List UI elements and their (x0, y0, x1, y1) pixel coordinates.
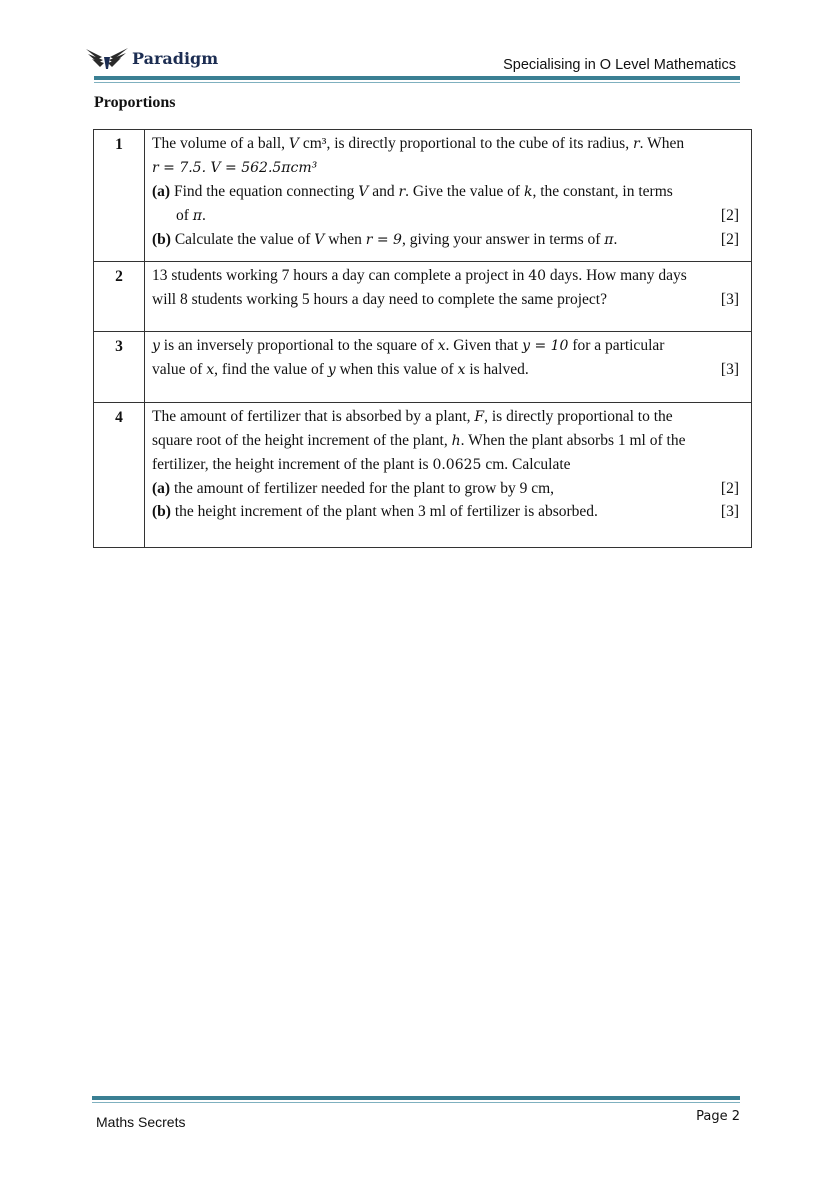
text: is halved. (465, 361, 529, 378)
text: , is directly proportional to the (484, 408, 673, 425)
text: . (613, 231, 618, 248)
text: the height increment of the plant when 3 ml of fertilizer is absorbed. (170, 503, 598, 520)
part-label: (b) (152, 231, 171, 248)
question-line (152, 429, 745, 453)
part-b (152, 228, 745, 252)
text: value of (152, 361, 207, 378)
question-line (152, 264, 745, 288)
text: fertilizer, the height increment of the plant is (152, 456, 433, 473)
text: . Given that (445, 337, 523, 354)
text: and (368, 183, 399, 200)
footer-rule (92, 1096, 740, 1100)
text: Find the equation connecting (170, 183, 359, 200)
question-number: 1 (94, 130, 145, 262)
text: the amount of fertilizer needed for the plant to grow by 9 cm, (170, 480, 555, 497)
math-var: V (358, 184, 369, 200)
math-expression: r = 9 (365, 232, 402, 248)
text: . When the plant absorbs 1 ml of the (460, 432, 686, 449)
part-a-cont (152, 204, 745, 228)
math-var: F (474, 409, 485, 425)
part-a (152, 180, 745, 204)
text: will 8 students working 5 hours a day need to complete the same project? (152, 291, 607, 308)
question-body (145, 130, 752, 262)
marks: [3] (720, 361, 739, 378)
math-var: x (206, 362, 215, 378)
question-body (145, 332, 752, 403)
text: of (176, 207, 193, 224)
part-a (152, 477, 745, 500)
text: for a particular (568, 337, 665, 354)
footer-title: Maths Secrets (96, 1114, 186, 1130)
question-row (94, 403, 752, 548)
question-number: 2 (94, 262, 145, 332)
math-var: π (192, 208, 202, 224)
page-number: Page 2 (696, 1109, 740, 1124)
brand-logo (84, 44, 218, 72)
text: . Give the value of (405, 183, 524, 200)
math-number: 40 (528, 268, 547, 284)
text: , find the value of (214, 361, 328, 378)
question-line (152, 405, 745, 429)
part-b (152, 500, 745, 523)
question-body (145, 262, 752, 332)
math-expression: r = 7.5. V = 562.5πcm³ (152, 160, 318, 176)
math-var: π (604, 232, 614, 248)
question-number: 3 (94, 332, 145, 403)
text: Calculate the value of (170, 231, 315, 248)
text: . (202, 207, 206, 224)
header-rule (94, 76, 740, 80)
text: cm. Calculate (481, 456, 571, 473)
section-title: Proportions (94, 94, 176, 111)
header-tagline: Specialising in O Level Mathematics (503, 57, 736, 73)
math-var: y (152, 338, 160, 354)
text: 13 students working 7 hours a day can complete a project in (152, 267, 529, 284)
part-label: (a) (152, 183, 171, 200)
question-row (94, 130, 752, 262)
marks: [2] (720, 480, 739, 497)
marks: [3] (720, 291, 739, 308)
wings-icon (84, 45, 130, 71)
question-row (94, 332, 752, 403)
text: is an inversely proportional to the square of (159, 337, 438, 354)
question-number: 4 (94, 403, 145, 548)
marks: [2] (720, 231, 739, 248)
question-line (152, 334, 745, 358)
page-header (84, 44, 740, 84)
text: , giving your answer in terms of (401, 231, 605, 248)
text: , the constant, in terms (532, 183, 673, 200)
text: when this value of (335, 361, 458, 378)
question-line (152, 132, 745, 156)
math-var: x (457, 362, 466, 378)
question-line (152, 358, 745, 382)
math-var: x (437, 338, 446, 354)
marks: [3] (720, 503, 739, 520)
question-body (145, 403, 752, 548)
question-line (152, 288, 745, 311)
math-var: V (288, 136, 299, 152)
text: square root of the height increment of the plant, (152, 432, 452, 449)
logo-text: Paradigm (132, 48, 219, 68)
part-label: (a) (152, 480, 171, 497)
footer-rule-thin (92, 1102, 740, 1103)
text: The amount of fertilizer that is absorbed by a plant, (152, 408, 475, 425)
math-var: r (398, 184, 406, 200)
questions-table (93, 129, 752, 548)
text: . When (639, 135, 685, 152)
question-row (94, 262, 752, 332)
math-var: k (523, 184, 533, 200)
math-expression: y = 10 (522, 338, 569, 354)
part-label: (b) (152, 503, 171, 520)
math-var: y (327, 362, 336, 378)
question-line (152, 156, 745, 180)
math-var: V (314, 232, 325, 248)
math-number: 0.0625 (432, 457, 482, 473)
question-line (152, 453, 745, 477)
text: days. How many days (546, 267, 687, 284)
text: The volume of a ball, (152, 135, 289, 152)
text: cm³, is directly proportional to the cube of its radius, (299, 135, 633, 152)
page-footer (92, 1096, 740, 1136)
math-var: h (451, 433, 461, 449)
header-rule-thin (94, 82, 740, 83)
marks: [2] (720, 207, 739, 224)
text: when (324, 231, 366, 248)
math-var: r (632, 136, 640, 152)
